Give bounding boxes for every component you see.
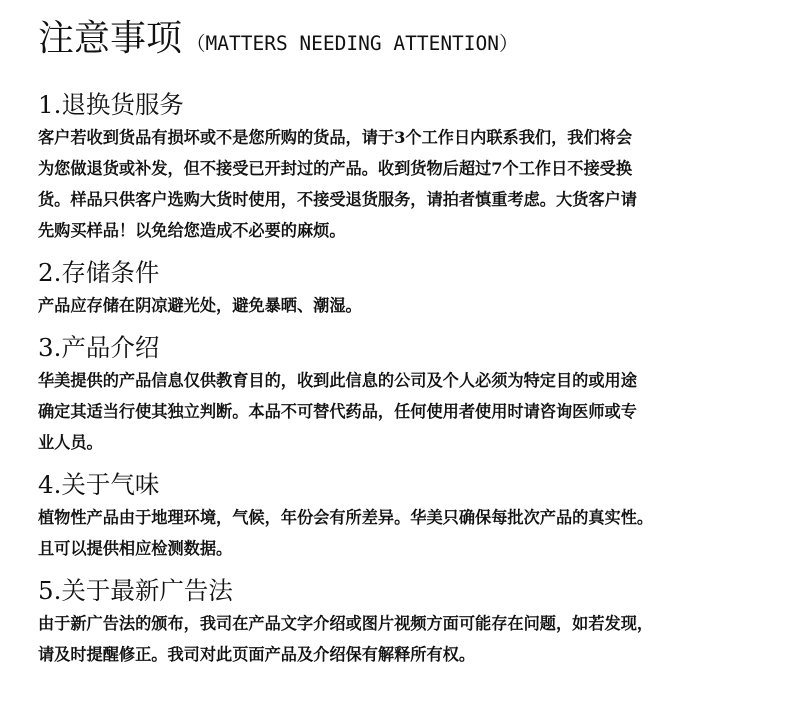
section-body xyxy=(38,502,783,564)
section-body xyxy=(38,608,783,670)
section-body xyxy=(38,290,783,321)
body-line: 植物性产品由于地理环境，气候，年份会有所差异。华美只确保每批次产品的真实性。 xyxy=(38,508,654,527)
body-line: 先购买样品！以免给您造成不必要的麻烦。 xyxy=(38,221,346,240)
notice-page xyxy=(38,14,783,670)
section-odor xyxy=(38,468,783,564)
section-storage xyxy=(38,256,783,321)
section-product-intro xyxy=(38,331,783,458)
body-line: 产品应存储在阴凉避光处，避免暴晒、潮湿。 xyxy=(38,296,362,315)
body-line: 客户若收到货品有损坏或不是您所购的货品，请于3个工作日内联系我们，我们将会 xyxy=(38,128,633,147)
body-line: 业人员。 xyxy=(38,433,103,452)
section-body xyxy=(38,122,783,246)
section-advertising-law xyxy=(38,574,783,670)
section-heading: 5.关于最新广告法 xyxy=(38,576,233,605)
section-body xyxy=(38,365,783,458)
section-heading: 2.存储条件 xyxy=(38,258,160,287)
title-chinese: 注意事项 xyxy=(38,18,183,59)
body-line: 由于新广告法的颁布，我司在产品文字介绍或图片视频方面可能存在问题，如若发现， xyxy=(38,614,654,633)
page-title xyxy=(38,14,783,64)
body-line: 确定其适当行使其独立判断。本品不可替代药品，任何使用者使用时请咨询医师或专 xyxy=(38,402,637,421)
title-english: （MATTERS NEEDING ATTENTION） xyxy=(186,32,519,55)
section-heading: 1.退换货服务 xyxy=(38,90,184,119)
body-line: 请及时提醒修正。我司对此页面产品及介绍保有解释所有权。 xyxy=(38,645,476,664)
body-line: 货。样品只供客户选购大货时使用，不接受退货服务，请拍者慎重考虑。大货客户请 xyxy=(38,190,637,209)
section-return-exchange xyxy=(38,88,783,246)
section-heading: 3.产品介绍 xyxy=(38,333,160,362)
body-line: 华美提供的产品信息仅供教育目的，收到此信息的公司及个人必须为特定目的或用途 xyxy=(38,371,637,390)
section-heading: 4.关于气味 xyxy=(38,470,160,499)
body-line: 为您做退货或补发，但不接受已开封过的产品。收到货物后超过7个工作日不接受换 xyxy=(38,159,633,178)
body-line: 且可以提供相应检测数据。 xyxy=(38,539,233,558)
